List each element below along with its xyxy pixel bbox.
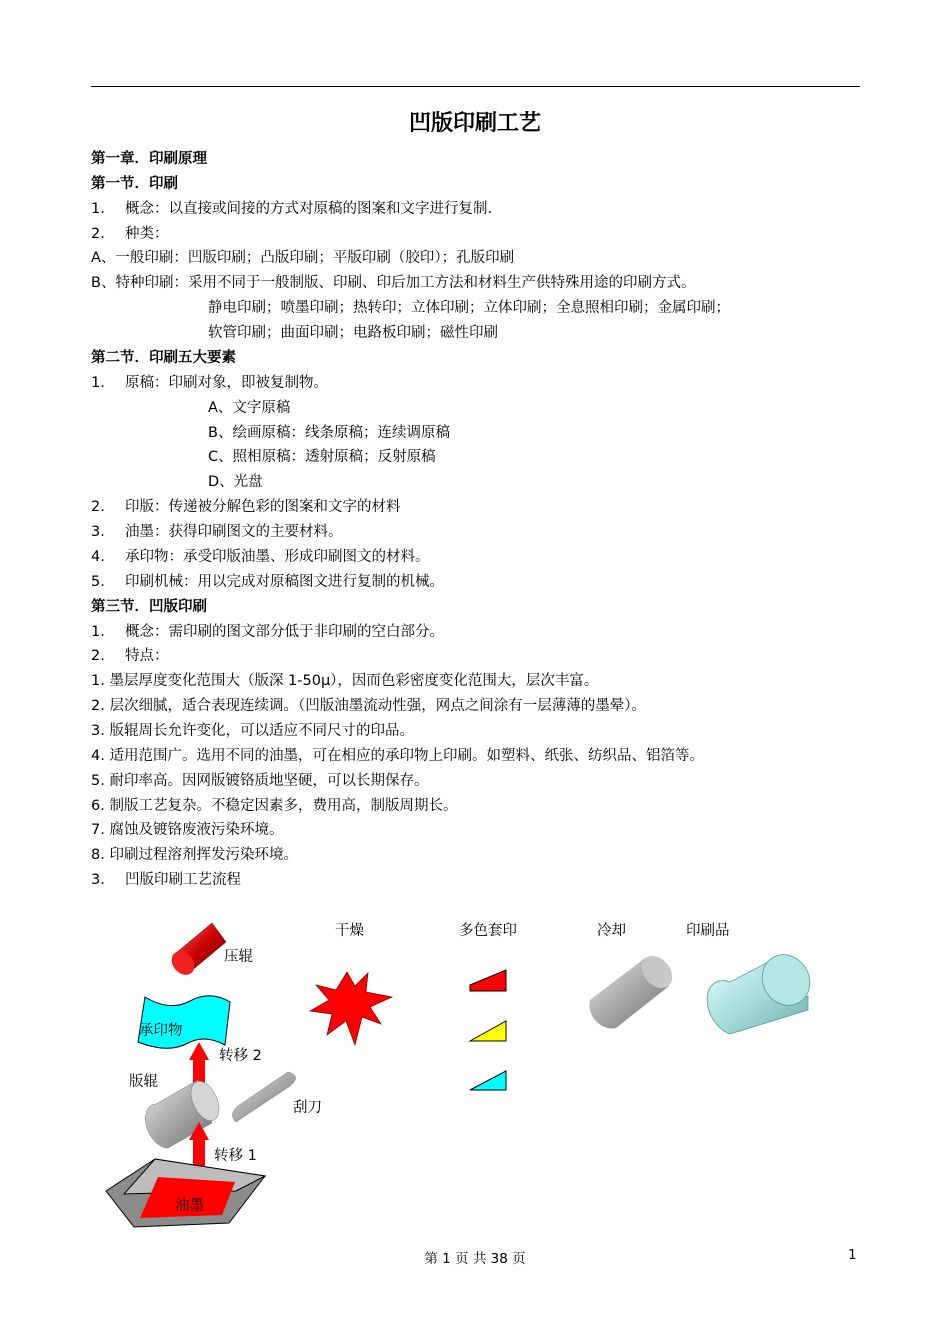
product-label: 印刷品: [686, 923, 730, 939]
page-title: 凹版印刷工艺: [408, 111, 541, 136]
press-roller-label: 压辊: [224, 949, 253, 965]
chapter-heading: 第一章．印刷原理: [91, 151, 207, 167]
list-item: 3. 油墨：获得印刷图文的主要材料。: [91, 524, 343, 540]
substrate-sheet-icon: [138, 996, 230, 1049]
multicolor-label: 多色套印: [459, 923, 517, 939]
list-item: 2. 印版：传递被分解色彩的图案和文字的材料: [91, 499, 401, 515]
feature-item: 4. 适用范围广。选用不同的油墨，可在相应的承印物上印刷。如塑料、纸张、纺织品、铝箔等。: [91, 748, 704, 764]
list-item: A、文字原稿: [208, 400, 291, 416]
gravure-process-diagram: [0, 900, 950, 1230]
transfer2-label: 转移 2: [219, 1048, 262, 1064]
color-wedge-cyan-icon: [470, 1071, 506, 1090]
ink-tray-icon: [106, 1159, 265, 1227]
color-wedge-red-icon: [470, 970, 506, 991]
feature-item: 8. 印刷过程溶剂挥发污染环境。: [91, 847, 298, 863]
color-wedge-yellow-icon: [470, 1021, 506, 1041]
feature-item: 1. 墨层厚度变化范围大（版深 1-50μ），因而色彩密度变化范围大，层次丰富。: [91, 673, 599, 689]
feature-item: 7. 腐蚀及镀铬废液污染环境。: [91, 822, 284, 838]
section-heading: 第三节．凹版印刷: [91, 599, 207, 615]
feature-item: 3. 版辊周长允许变化，可以适应不同尺寸的印品。: [91, 723, 414, 739]
header-rule: [91, 86, 860, 87]
drying-burst-icon: [310, 972, 392, 1045]
list-item: 4. 承印物：承受印版油墨、形成印刷图文的材料。: [91, 549, 430, 565]
transfer1-label: 转移 1: [214, 1148, 257, 1164]
list-item: C、照相原稿：透射原稿；反射原稿: [208, 449, 436, 465]
page-footer: 第 1 页 共 38 页: [424, 1251, 526, 1267]
list-item: B、特种印刷：采用不同于一般制版、印刷、印后加工方法和材料生产供特殊用途的印刷方式。: [91, 275, 696, 291]
press-roller-icon: [167, 923, 226, 979]
list-item: 软管印刷；曲面印刷；电路板印刷；磁性印刷: [208, 325, 498, 341]
cool-label: 冷却: [597, 923, 626, 939]
list-item: 静电印刷；喷墨印刷；热转印；立体印刷；立体印刷；全息照相印刷；金属印刷；: [208, 300, 730, 316]
dry-label: 干燥: [335, 923, 364, 939]
list-item: D、光盘: [208, 474, 263, 490]
ink-label: 油墨: [175, 1198, 204, 1214]
list-item: A、一般印刷：凹版印刷；凸版印刷；平版印刷（胶印）；孔版印刷: [91, 250, 515, 266]
section-heading: 第二节．印刷五大要素: [91, 350, 236, 366]
list-item: 1. 概念：以直接或间接的方式对原稿的图案和文字进行复制.: [91, 201, 493, 217]
list-item: 2. 特点：: [91, 648, 169, 664]
plate-roller-label: 版辊: [129, 1074, 158, 1090]
feature-item: 2. 层次细腻，适合表现连续调。（凹版油墨流动性强，网点之间涂有一层薄薄的墨晕）。: [91, 698, 646, 714]
list-item: 2. 种类：: [91, 226, 169, 242]
list-item: 1. 原稿：印刷对象，即被复制物。: [91, 375, 328, 391]
doctor-blade-icon: [232, 1072, 295, 1122]
page-number: 1: [848, 1247, 857, 1263]
cooling-roller-icon: [589, 950, 678, 1029]
feature-item: 5. 耐印率高。因网版镀铬质地坚硬，可以长期保存。: [91, 773, 429, 789]
section-heading: 第一节．印刷: [91, 176, 178, 192]
list-item: 3. 凹版印刷工艺流程: [91, 872, 241, 888]
list-item: 1. 概念：需印刷的图文部分低于非印刷的空白部分。: [91, 624, 444, 640]
printed-product-icon: [707, 946, 819, 1034]
feature-item: 6. 制版工艺复杂。不稳定因素多，费用高，制版周期长。: [91, 798, 458, 814]
substrate-label: 承印物: [139, 1023, 183, 1039]
list-item: B、绘画原稿：线条原稿；连续调原稿: [208, 425, 450, 441]
list-item: 5. 印刷机械：用以完成对原稿图文进行复制的机械。: [91, 574, 444, 590]
doctor-blade-label: 刮刀: [293, 1100, 322, 1116]
